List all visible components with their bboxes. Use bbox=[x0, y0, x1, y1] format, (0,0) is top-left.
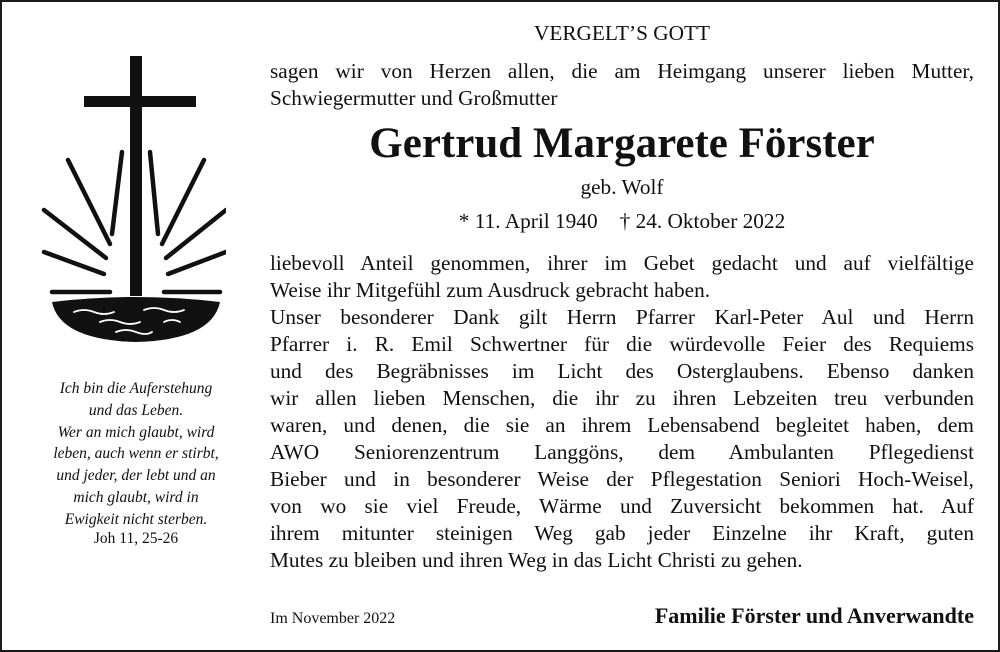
body-line: Mutes zu bleiben und ihren Weg in das Licht Christi zu gehen. bbox=[270, 548, 803, 572]
date-line: Im November 2022 bbox=[270, 610, 396, 627]
intro-line: sagen wir von Herzen allen, die am Heimgang unserer lieben Mutter, bbox=[270, 59, 974, 83]
birth-date: * 11. April 1940 bbox=[458, 209, 598, 233]
right-column bbox=[270, 2, 974, 650]
intro-line: Schwiegermutter und Großmutter bbox=[270, 86, 558, 110]
body-line: wir allen lieben Menschen, die ihr zu ihren Lebzeiten treu verbunden bbox=[270, 386, 974, 410]
body-line: Bieber und in besonderer Weise der Pflegestation Seniori Hoch-Weisel, bbox=[270, 467, 974, 491]
body-line: Pfarrer i. R. Emil Schwertner für die würdevolle Feier des Requiems bbox=[270, 332, 974, 356]
body-line: waren, und denen, die sie an ihrem Lebensabend begleitet haben, dem bbox=[270, 413, 974, 437]
body-line: ihrem mitunter steinigen Weg gab jeder Einzelne ihr Kraft, guten bbox=[270, 521, 974, 545]
body-line: Unser besonderer Dank gilt Herrn Pfarrer Karl-Peter Aul und Herrn bbox=[270, 305, 974, 329]
deceased-name: Gertrud Margarete Förster bbox=[369, 120, 875, 167]
quote-line: Ewigkeit nicht sterben. bbox=[64, 510, 208, 528]
quote-line: mich glaubt, wird in bbox=[73, 488, 199, 506]
signature: Familie Förster und Anverwandte bbox=[654, 603, 974, 628]
quote-line: leben, auch wenn er stirbt, bbox=[53, 445, 219, 463]
quote-line: Ich bin die Auferstehung bbox=[59, 380, 213, 397]
body-line: liebevoll Anteil genommen, ihrer im Gebet gedacht und auf vielfältige bbox=[270, 251, 974, 275]
left-column bbox=[2, 2, 264, 650]
cross-rays-water-icon bbox=[40, 56, 226, 346]
quote-line: und das Leben. bbox=[88, 401, 184, 419]
maiden-name: geb. Wolf bbox=[580, 175, 664, 199]
quote-line: Wer an mich glaubt, wird bbox=[57, 423, 215, 441]
header: VERGELT’S GOTT bbox=[533, 21, 711, 45]
bible-quote bbox=[30, 378, 242, 531]
body-line: und des Begräbnisses im Licht des Osterglaubens. Ebenso danken bbox=[270, 359, 974, 383]
body-line: von wo sie viel Freude, Wärme und Zuversicht bekommen hat. Auf bbox=[270, 494, 974, 518]
body-line: AWO Seniorenzentrum Langgöns, dem Ambulanten Pflegedienst bbox=[270, 440, 974, 464]
quote-line: und jeder, der lebt und an bbox=[56, 467, 216, 485]
body-line: Weise ihr Mitgefühl zum Ausdruck gebracht haben. bbox=[270, 278, 711, 302]
death-date: † 24. Oktober 2022 bbox=[619, 209, 786, 233]
quote-reference: Joh 11, 25-26 bbox=[93, 530, 179, 547]
life-dates bbox=[270, 208, 974, 235]
